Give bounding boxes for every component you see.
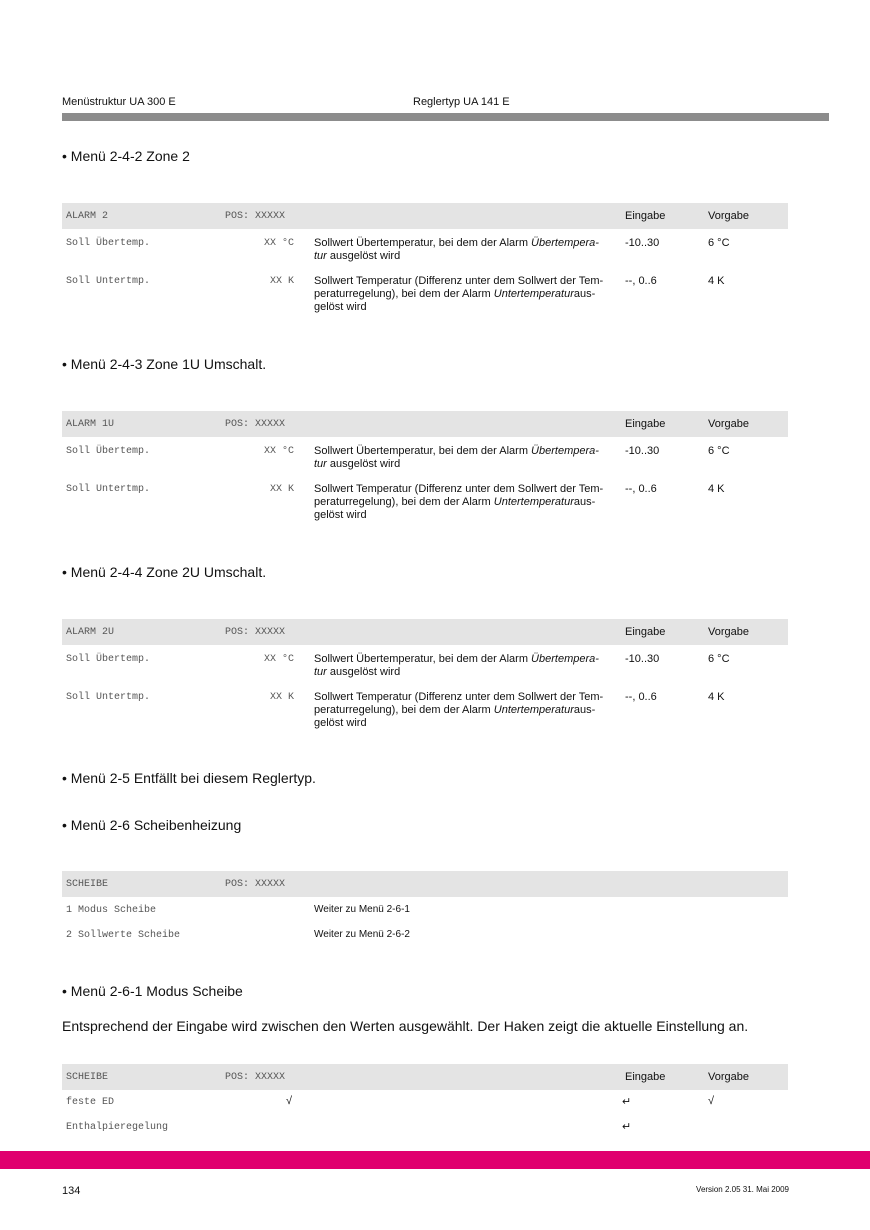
checkmark-icon: √ — [286, 1095, 293, 1107]
table-row — [62, 645, 788, 685]
option-name: feste ED — [66, 1097, 115, 1108]
menu-item-name: 1 Modus Scheibe — [66, 905, 157, 916]
param-range: -10..30 — [625, 445, 660, 457]
table-header — [62, 203, 788, 229]
version-info: Version 2.05 31. Mai 2009 — [696, 1185, 789, 1194]
table-header — [62, 411, 788, 437]
table-title: ALARM 2U — [66, 627, 115, 638]
col-vorgabe: Vorgabe — [708, 210, 749, 222]
table-pos: POS: XXXXX — [225, 211, 286, 222]
param-description: Sollwert Temperatur (Differenz unter dem Sollwert der Tem- peraturregelung), bei dem der Alarm Untertemperaturaus- gelöst wird — [314, 275, 604, 313]
footer-bar — [0, 1151, 870, 1169]
page-number: 134 — [62, 1185, 81, 1197]
table-pos: POS: XXXXX — [225, 879, 286, 890]
section-heading: • Menü 2-4-2 Zone 2 — [62, 148, 190, 164]
section-heading: • Menü 2-6 Scheibenheizung — [62, 817, 242, 833]
option-name: Enthalpieregelung — [66, 1122, 169, 1133]
table-row — [62, 685, 788, 735]
table-row — [62, 897, 788, 922]
param-value: XX K — [269, 484, 294, 495]
section-heading: • Menü 2-4-4 Zone 2U Umschalt. — [62, 564, 267, 580]
menu-item-name: 2 Sollwerte Scheibe — [66, 930, 181, 941]
header-controller-type: Reglertyp UA 141 E — [413, 96, 510, 108]
section-heading: • Menü 2-4-3 Zone 1U Umschalt. — [62, 356, 267, 372]
table-pos: POS: XXXXX — [225, 627, 286, 638]
param-name: Soll Übertemp. — [66, 654, 151, 665]
param-value: XX °C — [263, 654, 294, 665]
col-eingabe: Eingabe — [625, 210, 666, 222]
param-value: XX °C — [263, 446, 294, 457]
table-title: SCHEIBE — [66, 879, 109, 890]
table-row — [62, 437, 788, 477]
param-name: Soll Untertmp. — [66, 276, 151, 287]
menu-item-link: Weiter zu Menü 2-6-2 — [314, 929, 410, 940]
default-checkmark-icon: √ — [708, 1095, 715, 1107]
enter-key-icon: ↵ — [622, 1096, 632, 1108]
table-row — [62, 269, 788, 319]
col-vorgabe: Vorgabe — [708, 418, 749, 430]
table-row — [62, 477, 788, 527]
table-header — [62, 619, 788, 645]
param-default: 6 °C — [708, 653, 730, 665]
table-pos: POS: XXXXX — [225, 1072, 286, 1083]
header-doc-title: Menüstruktur UA 300 E — [62, 96, 176, 108]
param-description: Sollwert Übertemperatur, bei dem der Alarm Übertempera- tur ausgelöst wird — [314, 445, 599, 470]
col-eingabe: Eingabe — [625, 1071, 666, 1083]
menu-table — [62, 411, 788, 527]
header-rule — [62, 113, 829, 121]
body-paragraph: Entsprechend der Eingabe wird zwischen den Werten ausgewählt. Der Haken zeigt die aktuelle Einstellung an. — [62, 1018, 749, 1034]
param-value: XX K — [269, 276, 294, 287]
table-title: ALARM 1U — [66, 419, 115, 430]
param-name: Soll Untertmp. — [66, 692, 151, 703]
table-header — [62, 871, 788, 897]
menu-table — [62, 1064, 788, 1140]
param-value: XX °C — [263, 238, 294, 249]
table-row — [62, 922, 788, 947]
param-description: Sollwert Übertemperatur, bei dem der Alarm Übertempera- tur ausgelöst wird — [314, 653, 599, 678]
table-pos: POS: XXXXX — [225, 419, 286, 430]
col-vorgabe: Vorgabe — [708, 626, 749, 638]
param-default: 4 K — [708, 691, 725, 703]
param-name: Soll Untertmp. — [66, 484, 151, 495]
col-eingabe: Eingabe — [625, 418, 666, 430]
menu-table — [62, 203, 788, 319]
table-header — [62, 1064, 788, 1090]
param-description: Sollwert Temperatur (Differenz unter dem Sollwert der Tem- peraturregelung), bei dem der Alarm Untertemperaturaus- gelöst wird — [314, 483, 604, 521]
param-range: --, 0..6 — [625, 691, 657, 703]
col-eingabe: Eingabe — [625, 626, 666, 638]
param-range: --, 0..6 — [625, 483, 657, 495]
param-range: -10..30 — [625, 653, 660, 665]
table-row — [62, 1115, 788, 1140]
section-heading: • Menü 2-5 Entfällt bei diesem Reglertyp. — [62, 770, 316, 786]
param-default: 4 K — [708, 483, 725, 495]
menu-table — [62, 871, 788, 947]
param-range: --, 0..6 — [625, 275, 657, 287]
param-default: 6 °C — [708, 237, 730, 249]
param-value: XX K — [269, 692, 294, 703]
enter-key-icon: ↵ — [622, 1121, 632, 1133]
col-vorgabe: Vorgabe — [708, 1071, 749, 1083]
table-row — [62, 1090, 788, 1115]
table-title: SCHEIBE — [66, 1072, 109, 1083]
table-title: ALARM 2 — [66, 211, 109, 222]
section-heading: • Menü 2-6-1 Modus Scheibe — [62, 983, 243, 999]
param-range: -10..30 — [625, 237, 660, 249]
param-description: Sollwert Übertemperatur, bei dem der Alarm Übertempera- tur ausgelöst wird — [314, 237, 599, 262]
param-name: Soll Übertemp. — [66, 446, 151, 457]
param-default: 4 K — [708, 275, 725, 287]
menu-table — [62, 619, 788, 735]
param-name: Soll Übertemp. — [66, 238, 151, 249]
table-row — [62, 229, 788, 269]
menu-item-link: Weiter zu Menü 2-6-1 — [314, 904, 410, 915]
param-default: 6 °C — [708, 445, 730, 457]
param-description: Sollwert Temperatur (Differenz unter dem Sollwert der Tem- peraturregelung), bei dem der Alarm Untertemperaturaus- gelöst wird — [314, 691, 604, 729]
